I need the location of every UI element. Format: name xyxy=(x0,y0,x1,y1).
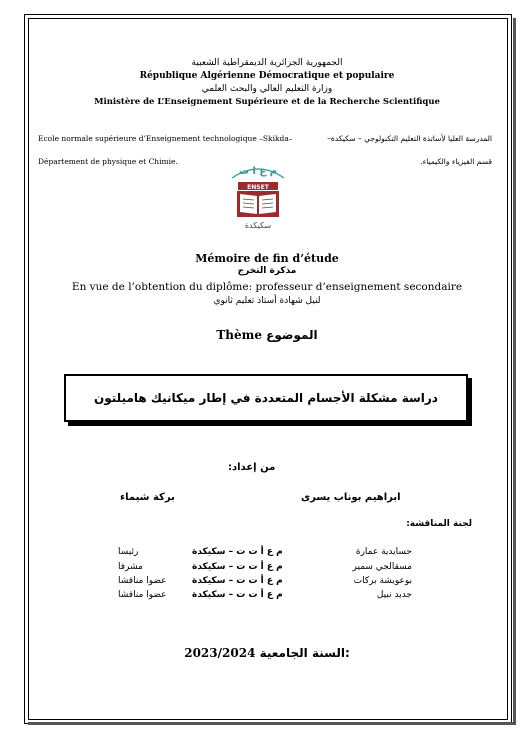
page-border-inner xyxy=(28,18,508,720)
ministry-arabic: وزارة التعليم العالي والبحث العلمي xyxy=(201,84,333,94)
jury-member-name: بوعويشة بركات xyxy=(353,576,412,586)
page-shadow-bottom xyxy=(28,722,516,725)
logo-badge: ENSET xyxy=(247,184,269,191)
jury-member-name: جديد نبيل xyxy=(376,590,412,600)
jury-member-role: عضوا مناقشا xyxy=(118,590,167,600)
jury-member-name: مسقالجي سمير xyxy=(352,562,412,572)
republic-arabic: الجمهورية الجزائرية الديمقراطية الشعبية xyxy=(191,58,343,68)
page-shadow-right xyxy=(513,18,516,724)
theme-title: دراسة مشكلة الأجسام المتعددة في إطار ميكانيك هاميلتون xyxy=(94,391,438,405)
student-1: ابراهيم بوناب يسرى xyxy=(301,492,401,503)
purpose-arabic: لنيل شهادة أستاذ تعليم ثانوي xyxy=(213,296,321,306)
theme-label-arabic: الموضوع xyxy=(266,328,318,342)
jury-member-role: عضوا مناقشا xyxy=(118,576,167,586)
school-arabic: المدرسة العليا لأساتذة التعليم التكنولوجي – سكيكدة– xyxy=(327,134,492,143)
theme-title-box xyxy=(64,374,468,422)
school-french: Ecole normale supérieure d’Enseignement technologique –Skikda– xyxy=(38,134,293,143)
jury-label: لجنة المناقشة: xyxy=(406,519,472,529)
jury-member-affiliation: م ع أ ت ت – سكيكدة xyxy=(192,547,283,557)
ministry-french: Ministère de L’Enseignement Supérieure et de la Recherche Scientifique xyxy=(94,97,440,107)
prepared-by-label: من إعداد: xyxy=(228,462,276,473)
republic-french: République Algérienne Démocratique et populaire xyxy=(139,71,395,81)
department-french: Département de physique et Chimie. xyxy=(38,157,178,166)
academic-year-label: السنة الجامعية: xyxy=(259,646,350,660)
jury-member-role: رئيسا xyxy=(118,547,139,557)
purpose-french: En vue de l’obtention du diplôme: professeur d’enseignement secondaire xyxy=(71,281,463,293)
logo-bottom-text: سكيكدة xyxy=(244,221,272,230)
memoir-title-arabic: مذكرة التخرج xyxy=(237,266,297,276)
academic-year xyxy=(28,646,506,660)
jury-member-name: حسايدية عمارة xyxy=(355,547,412,557)
theme-label xyxy=(28,328,506,342)
jury-member-affiliation: م ع أ ت ت – سكيكدة xyxy=(192,576,283,586)
department-arabic: قسم الفيزياء والكيمياء. xyxy=(420,157,492,166)
jury-member-affiliation: م ع أ ت ت – سكيكدة xyxy=(192,562,283,572)
logo-top-text: م ع ا ت xyxy=(238,166,278,177)
student-2: بركة شيماء xyxy=(120,492,175,503)
open-book-icon xyxy=(237,191,279,217)
academic-year-value: 2023/2024 xyxy=(184,646,256,660)
school-logo xyxy=(228,160,288,232)
memoir-title-french: Mémoire de fin d’étude xyxy=(195,252,339,265)
jury-member-affiliation: م ع أ ت ت – سكيكدة xyxy=(192,590,283,600)
theme-label-french: Thème xyxy=(216,328,262,342)
jury-member-role: مشرفا xyxy=(118,562,143,572)
